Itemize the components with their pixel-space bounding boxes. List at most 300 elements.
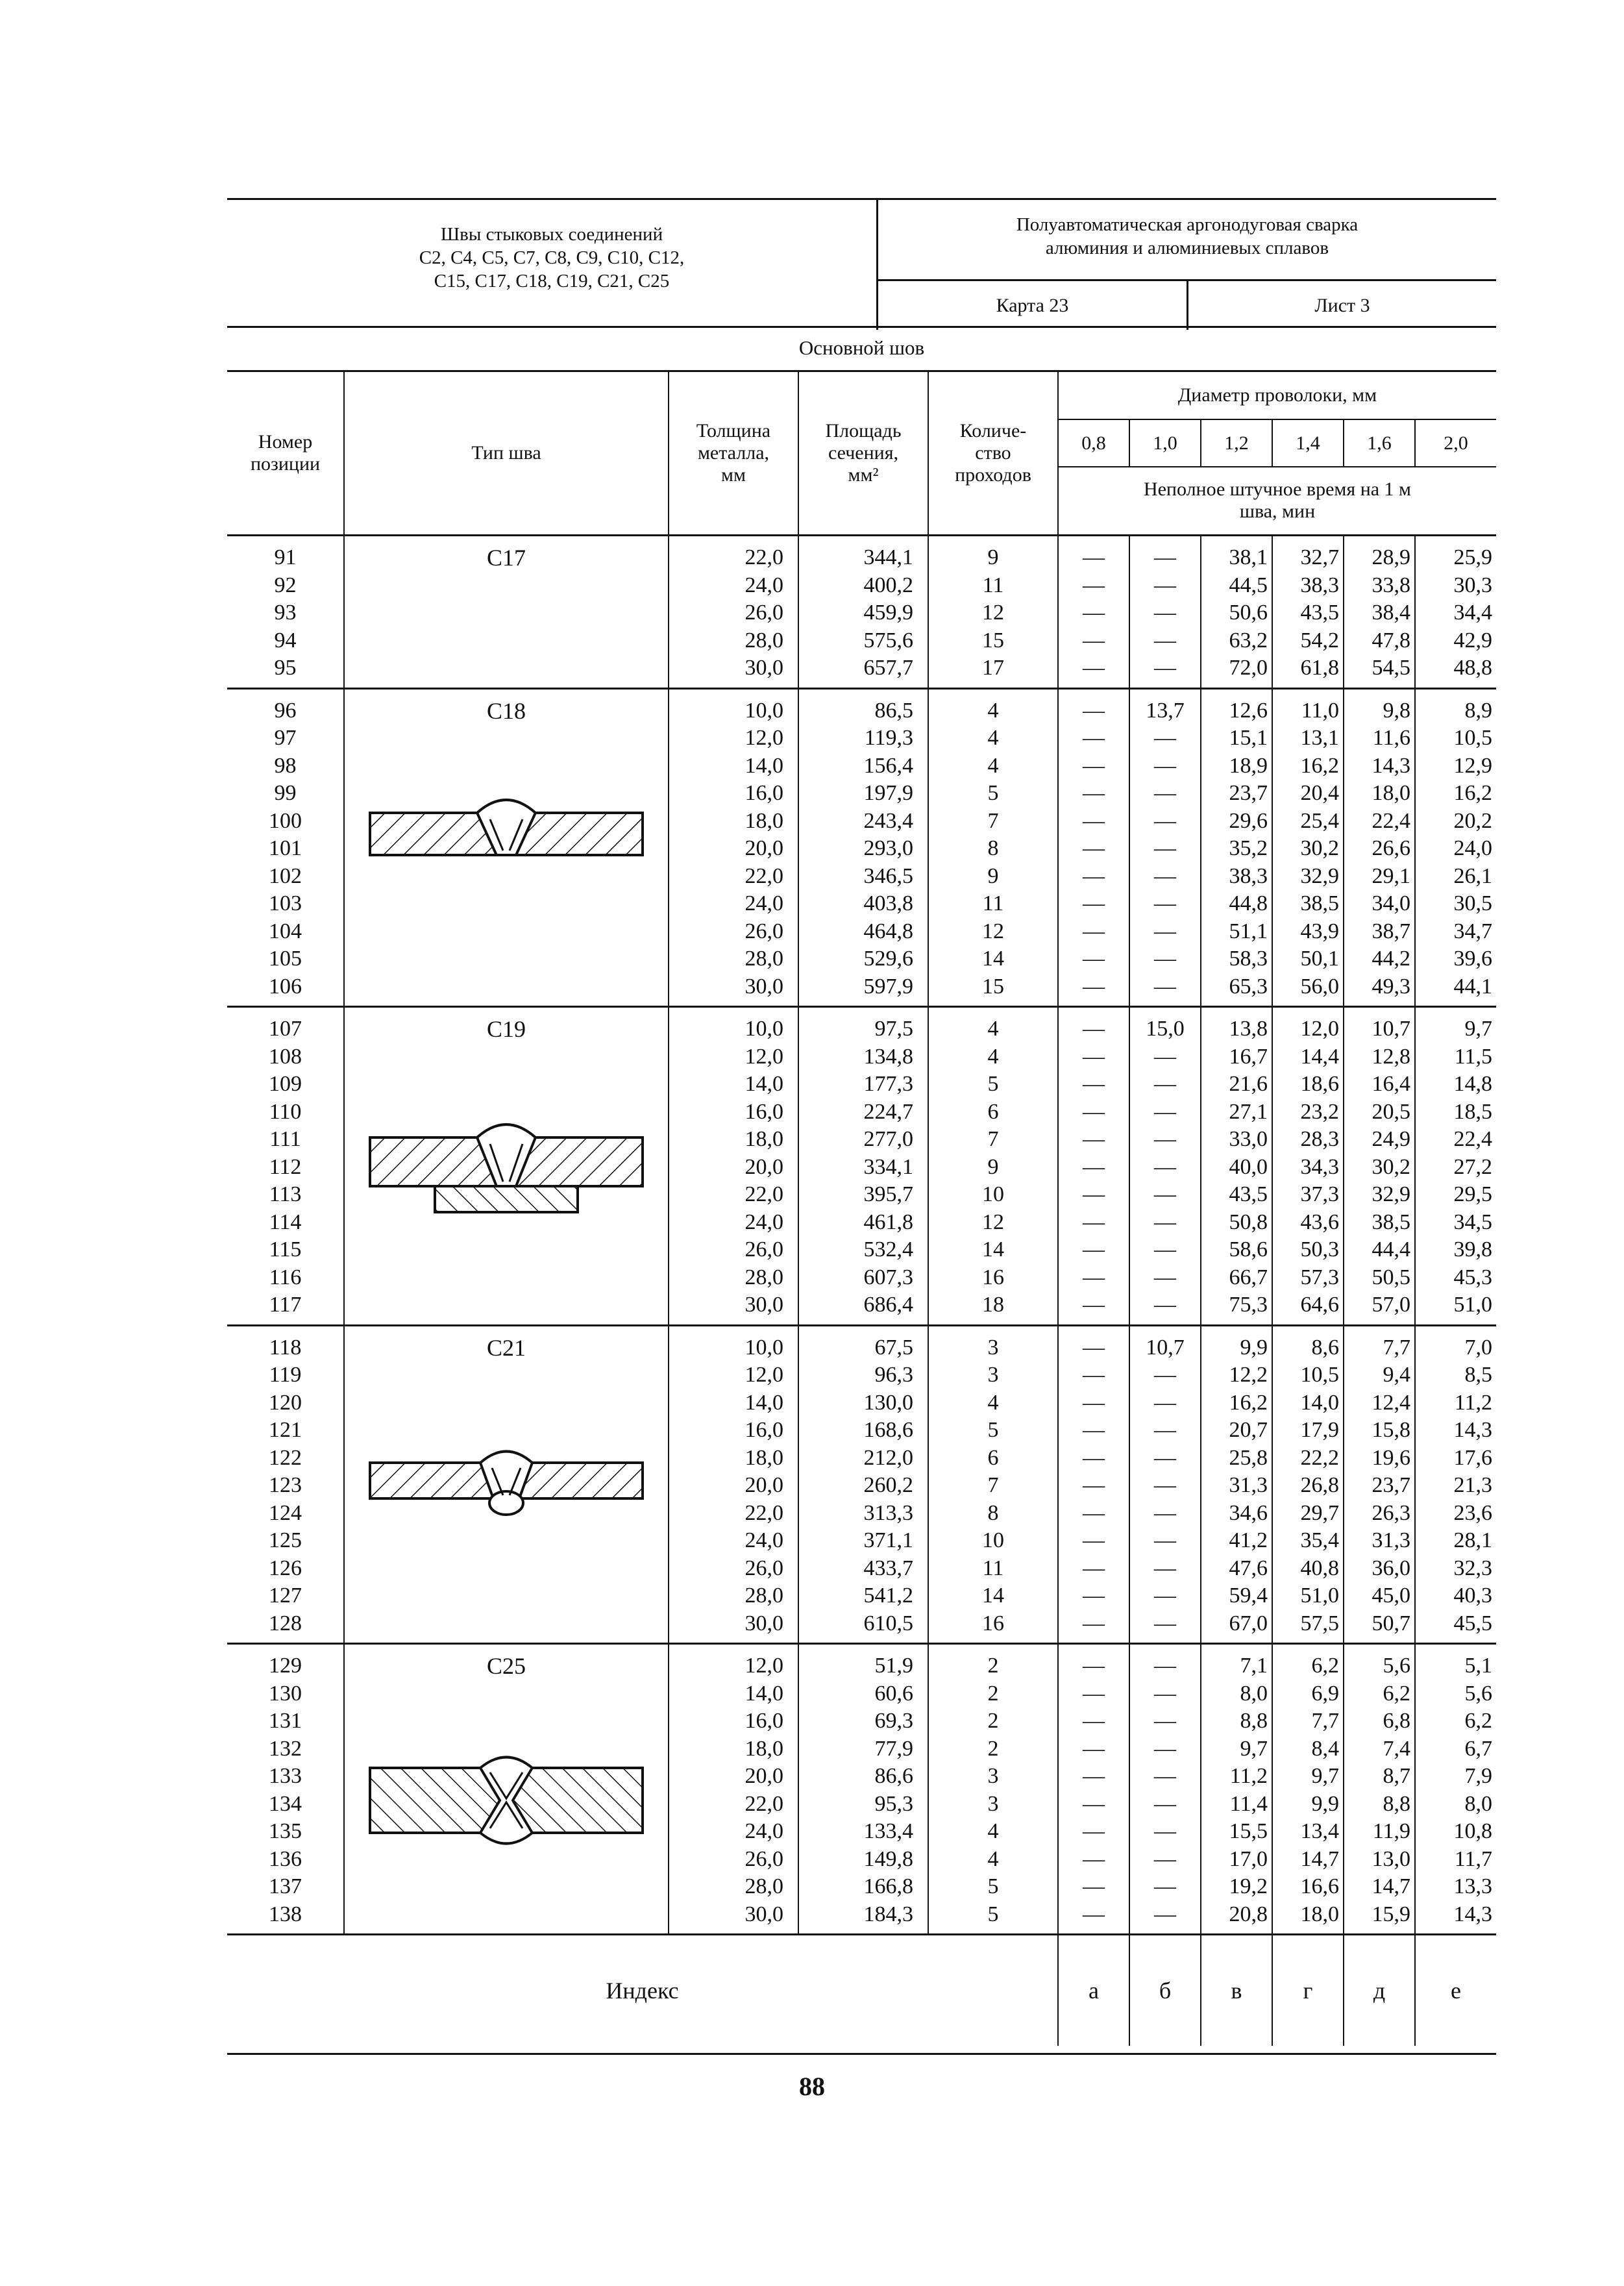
time-value: — [1083, 698, 1105, 723]
time-value: — [1154, 545, 1176, 569]
time-value: 34,6 [1229, 1500, 1268, 1525]
time-value-column [1344, 1644, 1415, 1935]
time-value: — [1154, 1265, 1176, 1289]
time-value: 23,2 [1300, 1099, 1339, 1124]
passes-value: 2 [987, 1654, 999, 1678]
time-value: 43,6 [1300, 1210, 1339, 1234]
area-value: 277,0 [863, 1127, 913, 1151]
time-value: 38,4 [1372, 601, 1410, 625]
time-value: 9,7 [1240, 1736, 1268, 1761]
time-value: — [1083, 1736, 1105, 1761]
time-value: 14,7 [1372, 1874, 1410, 1898]
time-value: 18,0 [1372, 781, 1410, 805]
time-value: — [1154, 1902, 1176, 1926]
area-value: 130,0 [863, 1390, 913, 1415]
time-value: — [1083, 1709, 1105, 1733]
time-value-column [1344, 688, 1415, 1007]
time-value: 12,4 [1372, 1390, 1410, 1415]
area-value: 86,5 [874, 698, 913, 723]
time-value: 13,4 [1300, 1819, 1339, 1843]
passes-value: 3 [987, 1335, 999, 1360]
time-value: — [1154, 1418, 1176, 1442]
position-number: 101 [269, 836, 302, 860]
time-value: 8,0 [1240, 1681, 1268, 1706]
col-passes-label: Количе- ство проходов [955, 420, 1031, 486]
time-value: 17,9 [1300, 1418, 1339, 1442]
position-number-column [227, 1007, 344, 1326]
thickness-value: 20,0 [744, 836, 783, 860]
time-value: 16,2 [1300, 753, 1339, 778]
area-value: 293,0 [863, 836, 913, 860]
index-label: Индекс [227, 1935, 1058, 2046]
thickness-value: 22,0 [744, 545, 783, 569]
time-value: — [1154, 656, 1176, 680]
position-number: 96 [274, 698, 297, 723]
time-value: 26,6 [1372, 836, 1410, 860]
time-value: — [1083, 1237, 1105, 1261]
passes-value: 4 [987, 1044, 999, 1069]
time-value-column [1272, 1644, 1344, 1935]
time-value-column [1415, 536, 1496, 689]
time-value: 28,3 [1300, 1127, 1339, 1151]
time-value: 7,7 [1383, 1335, 1410, 1360]
area-value: 119,3 [864, 726, 913, 750]
time-value: 13,0 [1372, 1846, 1410, 1871]
time-value-column [1201, 688, 1272, 1007]
area-value: 541,2 [863, 1584, 913, 1608]
time-value: 9,7 [1311, 1764, 1339, 1788]
time-value: — [1154, 947, 1176, 971]
area-value-column [798, 1325, 928, 1644]
time-value: 22,4 [1453, 1127, 1492, 1151]
col-diameter-title: Диаметр проволоки, мм [1058, 371, 1496, 420]
passes-value-column [928, 688, 1058, 1007]
time-value: 44,8 [1229, 891, 1268, 915]
position-number: 135 [269, 1819, 302, 1843]
thickness-value: 20,0 [744, 1154, 783, 1179]
time-value: 36,0 [1372, 1556, 1410, 1580]
weld-c21-diagram [363, 1443, 649, 1528]
thickness-value: 14,0 [744, 1072, 783, 1096]
passes-value: 4 [987, 1846, 999, 1871]
time-value: 27,1 [1229, 1099, 1268, 1124]
time-value: 39,8 [1453, 1237, 1492, 1261]
time-value: 32,9 [1300, 863, 1339, 888]
section-title: Основной шов [798, 336, 925, 359]
weld-c25-diagram [363, 1752, 649, 1849]
time-value: 29,5 [1453, 1182, 1492, 1206]
header-left-line: С2, С4, С5, С7, С8, С9, С10, С12, [419, 247, 685, 268]
thickness-value: 20,0 [744, 1764, 783, 1788]
time-value: 42,9 [1453, 628, 1492, 652]
time-value: 64,6 [1300, 1293, 1339, 1317]
weld-cross-section-diagram [345, 1443, 668, 1534]
time-value: 67,0 [1229, 1611, 1268, 1635]
thickness-value: 30,0 [744, 1293, 783, 1317]
time-value: 28,1 [1453, 1528, 1492, 1552]
passes-value: 11 [982, 1556, 1004, 1580]
area-value: 77,9 [874, 1736, 913, 1761]
position-number: 102 [269, 863, 302, 888]
position-number: 107 [269, 1017, 302, 1041]
thickness-value: 24,0 [744, 1528, 783, 1552]
time-value: 38,3 [1229, 863, 1268, 888]
col-area [798, 371, 928, 536]
time-value: 32,7 [1300, 545, 1339, 569]
time-value: — [1154, 753, 1176, 778]
position-number: 94 [274, 628, 297, 652]
time-value: — [1154, 1874, 1176, 1898]
time-value: 61,8 [1300, 656, 1339, 680]
time-value: — [1154, 628, 1176, 652]
passes-value: 7 [987, 808, 999, 833]
time-value: 26,3 [1372, 1500, 1410, 1525]
position-number: 114 [269, 1210, 302, 1234]
diameter-1-2: 1,2 [1201, 419, 1272, 466]
passes-value-column [928, 1007, 1058, 1326]
passes-value: 2 [987, 1736, 999, 1761]
thickness-value: 18,0 [744, 1445, 783, 1470]
time-value: 17,0 [1229, 1846, 1268, 1871]
time-value: 57,5 [1300, 1611, 1339, 1635]
area-value: 532,4 [863, 1237, 913, 1261]
position-number: 131 [269, 1709, 302, 1733]
position-number: 126 [269, 1556, 302, 1580]
weld-cross-section-diagram [345, 1118, 668, 1235]
time-value: — [1083, 1418, 1105, 1442]
time-value: 51,1 [1229, 919, 1268, 943]
col-thickness [669, 371, 798, 536]
time-value: 38,3 [1300, 573, 1339, 597]
header-right-line: Полуавтоматическая аргонодуговая сварка [1016, 214, 1359, 235]
time-value-column [1344, 1325, 1415, 1644]
time-value: — [1154, 1500, 1176, 1525]
passes-value: 2 [987, 1681, 999, 1706]
time-value: 16,7 [1229, 1044, 1268, 1069]
time-value: 40,0 [1229, 1154, 1268, 1179]
time-value: 14,8 [1453, 1072, 1492, 1096]
thickness-value: 14,0 [744, 1390, 783, 1415]
table-body [227, 536, 1496, 1935]
time-value: 51,0 [1453, 1293, 1492, 1317]
thickness-value: 24,0 [744, 1210, 783, 1234]
time-value: — [1154, 1791, 1176, 1816]
time-value: 11,6 [1372, 726, 1410, 750]
thickness-value: 12,0 [744, 1363, 783, 1387]
position-number: 137 [269, 1874, 302, 1898]
time-value-column [1415, 1644, 1496, 1935]
weld-cross-section-diagram [345, 1752, 668, 1856]
time-value: — [1083, 628, 1105, 652]
time-value: 63,2 [1229, 628, 1268, 652]
time-value: — [1154, 1846, 1176, 1871]
time-value: 50,1 [1300, 947, 1339, 971]
time-value: 34,4 [1453, 601, 1492, 625]
time-value: 9,9 [1311, 1791, 1339, 1816]
position-number-column [227, 536, 344, 689]
time-value: 24,0 [1453, 836, 1492, 860]
time-value: 50,6 [1229, 601, 1268, 625]
time-value: — [1083, 1874, 1105, 1898]
time-value: 25,4 [1300, 808, 1339, 833]
time-value: 57,3 [1300, 1265, 1339, 1289]
area-value: 464,8 [863, 919, 913, 943]
time-value: 23,7 [1372, 1473, 1410, 1497]
area-value-column [798, 536, 928, 689]
time-value-column [1272, 1007, 1344, 1326]
time-value: 11,5 [1454, 1044, 1492, 1069]
position-number: 108 [269, 1044, 302, 1069]
col-position-label: Номер позиции [250, 431, 321, 475]
position-number: 119 [269, 1363, 302, 1387]
time-value: 26,8 [1300, 1473, 1339, 1497]
position-number-column [227, 688, 344, 1007]
time-value: 43,5 [1300, 601, 1339, 625]
page-number: 88 [799, 2072, 825, 2101]
passes-value-column [928, 1644, 1058, 1935]
time-value: 20,5 [1372, 1099, 1410, 1124]
passes-value: 16 [982, 1265, 1004, 1289]
time-value: 32,3 [1453, 1556, 1492, 1580]
time-value: 8,9 [1464, 698, 1492, 723]
time-value: 47,6 [1229, 1556, 1268, 1580]
position-number: 130 [269, 1681, 302, 1706]
thickness-value: 28,0 [744, 1584, 783, 1608]
position-number: 125 [269, 1528, 302, 1552]
time-value: 44,4 [1372, 1237, 1410, 1261]
time-value: 30,5 [1453, 891, 1492, 915]
time-value: 9,7 [1464, 1017, 1492, 1041]
time-value: 43,9 [1300, 919, 1339, 943]
passes-value: 4 [987, 1017, 999, 1041]
time-value: 8,0 [1464, 1791, 1492, 1816]
seam-type-label: С21 [486, 1334, 526, 1361]
time-value: — [1083, 1265, 1105, 1289]
passes-value: 14 [982, 947, 1004, 971]
thickness-value: 14,0 [744, 753, 783, 778]
thickness-value-column [669, 688, 798, 1007]
time-value-column [1129, 688, 1201, 1007]
time-value: 34,5 [1453, 1210, 1492, 1234]
time-value: 20,7 [1229, 1418, 1268, 1442]
time-value: 7,1 [1240, 1654, 1268, 1678]
passes-value: 3 [987, 1764, 999, 1788]
time-value: 32,9 [1372, 1182, 1410, 1206]
time-value: 26,1 [1453, 863, 1492, 888]
time-value: — [1083, 863, 1105, 888]
time-value: 45,0 [1372, 1584, 1410, 1608]
time-value: 31,3 [1372, 1528, 1410, 1552]
time-value: 59,4 [1229, 1584, 1268, 1608]
passes-value: 6 [987, 1445, 999, 1470]
weld-c19-diagram [363, 1118, 649, 1228]
area-value: 212,0 [863, 1445, 913, 1470]
position-number: 138 [269, 1902, 302, 1926]
time-value: 40,3 [1453, 1584, 1492, 1608]
time-value: 10,5 [1300, 1363, 1339, 1387]
passes-value-column [928, 536, 1058, 689]
time-value: 14,4 [1300, 1044, 1339, 1069]
thickness-value: 24,0 [744, 573, 783, 597]
time-value: — [1154, 1764, 1176, 1788]
time-value: 35,2 [1229, 836, 1268, 860]
time-value: 16,6 [1300, 1874, 1339, 1898]
time-value: — [1154, 1473, 1176, 1497]
thickness-value: 28,0 [744, 947, 783, 971]
time-value-column [1129, 1644, 1201, 1935]
passes-value: 3 [987, 1363, 999, 1387]
card-number: Карта 23 [996, 295, 1069, 316]
time-value: — [1083, 656, 1105, 680]
passes-value: 8 [987, 1500, 999, 1525]
passes-value: 5 [987, 1874, 999, 1898]
col-thickness-label: Толщина металла, мм [696, 420, 771, 486]
time-value: 72,0 [1229, 656, 1268, 680]
time-value: 29,7 [1300, 1500, 1339, 1525]
area-value: 597,9 [863, 974, 913, 999]
time-value: — [1154, 1611, 1176, 1635]
position-number: 111 [269, 1127, 301, 1151]
passes-value: 5 [987, 1418, 999, 1442]
thickness-value: 22,0 [744, 1182, 783, 1206]
time-value: 66,7 [1229, 1265, 1268, 1289]
time-value-column [1201, 1644, 1272, 1935]
time-value-column [1201, 1325, 1272, 1644]
position-number: 122 [269, 1445, 302, 1470]
time-value: — [1154, 1293, 1176, 1317]
time-value-column [1344, 536, 1415, 689]
time-value: — [1154, 808, 1176, 833]
seam-type-cell [344, 1007, 669, 1326]
area-value: 461,8 [863, 1210, 913, 1234]
time-value: — [1083, 545, 1105, 569]
position-number: 99 [274, 781, 297, 805]
time-value: 58,3 [1229, 947, 1268, 971]
passes-value: 5 [987, 1072, 999, 1096]
passes-value: 6 [987, 1099, 999, 1124]
time-value: 6,9 [1311, 1681, 1339, 1706]
passes-value: 11 [982, 573, 1004, 597]
time-value-column [1415, 1325, 1496, 1644]
passes-value: 12 [982, 1210, 1004, 1234]
thickness-value: 26,0 [744, 919, 783, 943]
time-value-column [1201, 536, 1272, 689]
time-value: 27,2 [1453, 1154, 1492, 1179]
area-value: 607,3 [863, 1265, 913, 1289]
position-number: 93 [274, 601, 297, 625]
time-value-column [1272, 536, 1344, 689]
time-value: 33,8 [1372, 573, 1410, 597]
time-value: 10,7 [1372, 1017, 1410, 1041]
thickness-value-column [669, 536, 798, 689]
time-value-column [1272, 1325, 1344, 1644]
time-value: — [1083, 1017, 1105, 1041]
seam-group-row [227, 688, 1496, 1007]
thickness-value: 14,0 [744, 1681, 783, 1706]
time-title-label: Неполное штучное время на 1 м шва, мин [1143, 478, 1412, 523]
time-value: — [1154, 1584, 1176, 1608]
time-value: 12,9 [1453, 753, 1492, 778]
time-value: 13,8 [1229, 1017, 1268, 1041]
time-value: 12,2 [1229, 1363, 1268, 1387]
time-title [1058, 467, 1496, 536]
passes-value: 11 [982, 891, 1004, 915]
time-value: 57,0 [1372, 1293, 1410, 1317]
time-value: 8,4 [1311, 1736, 1339, 1761]
passes-value-column [928, 1325, 1058, 1644]
position-number: 132 [269, 1736, 302, 1761]
position-number: 136 [269, 1846, 302, 1871]
time-value: 14,3 [1372, 753, 1410, 778]
time-value: 28,9 [1372, 545, 1410, 569]
thickness-value: 12,0 [744, 1654, 783, 1678]
passes-value: 18 [982, 1293, 1004, 1317]
col-passes [928, 371, 1058, 536]
time-value: — [1154, 974, 1176, 999]
time-value: 47,8 [1372, 628, 1410, 652]
time-value: 9,8 [1383, 698, 1410, 723]
seam-type-label: С25 [486, 1653, 526, 1679]
position-number: 103 [269, 891, 302, 915]
thickness-value: 22,0 [744, 1500, 783, 1525]
time-value: — [1083, 1473, 1105, 1497]
area-value: 168,6 [863, 1418, 913, 1442]
area-value: 334,1 [863, 1154, 913, 1179]
passes-value: 5 [987, 1902, 999, 1926]
area-value: 657,7 [863, 656, 913, 680]
time-value: — [1083, 573, 1105, 597]
position-number: 95 [274, 656, 297, 680]
area-value: 96,3 [874, 1363, 913, 1387]
thickness-value: 10,0 [744, 1017, 783, 1041]
seam-type-label: С18 [486, 697, 526, 724]
passes-value: 17 [982, 656, 1004, 680]
time-value-column [1058, 536, 1129, 689]
position-number-column [227, 1325, 344, 1644]
seam-type-cell [344, 688, 669, 1007]
seam-group-row [227, 1325, 1496, 1644]
time-value: — [1083, 1072, 1105, 1096]
passes-value: 15 [982, 628, 1004, 652]
time-value: — [1083, 1528, 1105, 1552]
time-value: 15,9 [1372, 1902, 1410, 1926]
thickness-value: 18,0 [744, 1127, 783, 1151]
passes-value: 4 [987, 726, 999, 750]
time-value: — [1083, 1445, 1105, 1470]
position-number: 118 [269, 1335, 302, 1360]
area-value: 197,9 [863, 781, 913, 805]
passes-value: 7 [987, 1473, 999, 1497]
time-value: 5,6 [1464, 1681, 1492, 1706]
time-value: — [1083, 891, 1105, 915]
time-value: 23,7 [1229, 781, 1268, 805]
time-value: 20,2 [1453, 808, 1492, 833]
time-value: — [1154, 1044, 1176, 1069]
time-value: — [1083, 1335, 1105, 1360]
position-number: 91 [274, 545, 297, 569]
diameter-1-4: 1,4 [1272, 419, 1344, 466]
time-value: 40,8 [1300, 1556, 1339, 1580]
norms-table [227, 370, 1496, 2046]
time-value: 29,1 [1372, 863, 1410, 888]
position-number: 133 [269, 1764, 302, 1788]
area-value: 371,1 [863, 1528, 913, 1552]
time-value: — [1154, 1182, 1176, 1206]
time-value: 49,3 [1372, 974, 1410, 999]
time-value: 6,2 [1464, 1709, 1492, 1733]
thickness-value: 12,0 [744, 726, 783, 750]
position-number: 106 [269, 974, 302, 999]
